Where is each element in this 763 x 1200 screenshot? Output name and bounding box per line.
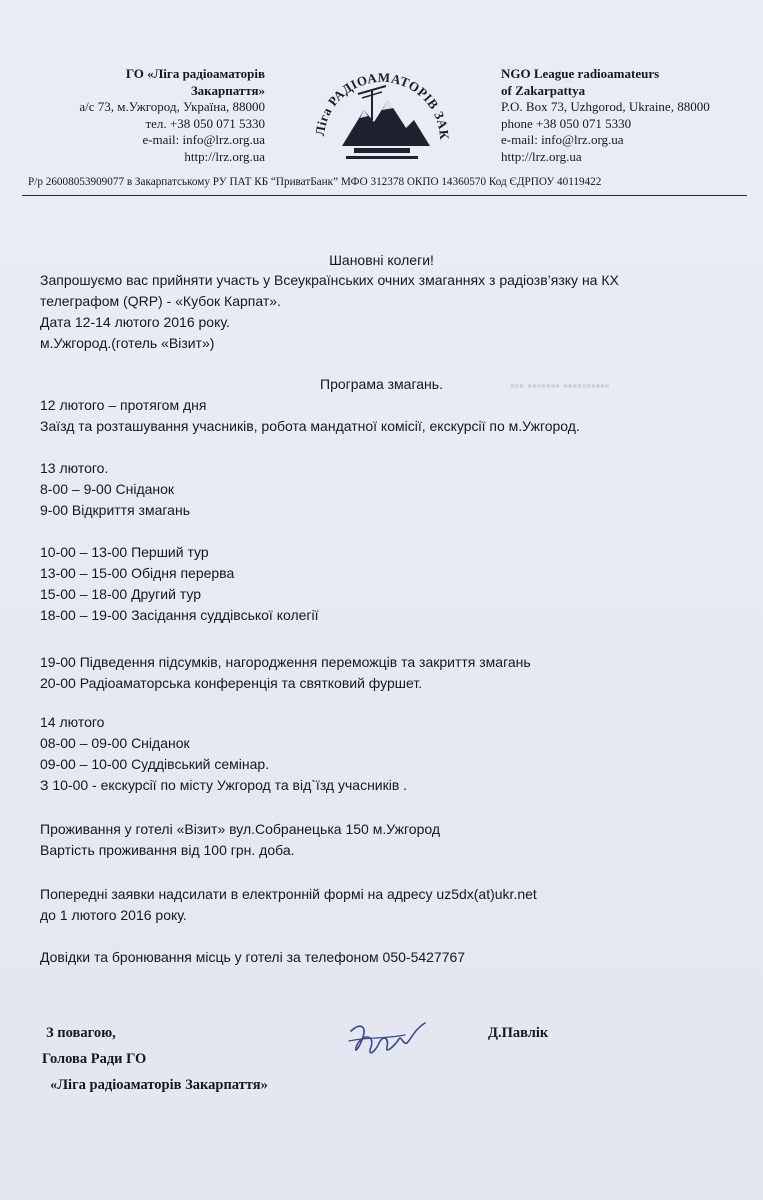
ghost-bleed: ▪▪▪ ▪▪▪▪▪▪▪ ▪▪▪▪▪▪▪▪▪▪ xyxy=(510,378,610,393)
accommodation-line-1: Проживання у готелі «Візит» вул.Собранецька 150 м.Ужгород xyxy=(40,821,441,837)
address-en: P.O. Box 73, Uzhgorod, Ukraine, 88000 xyxy=(501,99,710,114)
logo-arc-text: Ліга РАДІОАМАТОРІВ ЗАК xyxy=(312,69,453,141)
program-item: 13-00 – 15-00 Обідня перерва xyxy=(40,565,235,581)
email-en: e-mail: info@lrz.org.ua xyxy=(501,132,624,147)
phone-en: phone +38 050 071 5330 xyxy=(501,115,632,131)
program-item: 13 лютого. xyxy=(40,460,109,476)
closing-title: Голова Ради ГО xyxy=(42,1051,147,1067)
closing-org: «Ліга радіоаматорів Закарпаття» xyxy=(50,1077,268,1093)
header-right xyxy=(501,66,751,165)
closing-block xyxy=(42,1020,268,1098)
program-item: 12 лютого – протягом дня xyxy=(40,397,207,413)
greeting: Шановні колеги! xyxy=(329,252,434,268)
org-name-ua-line1: ГО «Ліга радіоаматорів xyxy=(125,66,265,81)
website-ua: http://lrz.org.ua xyxy=(184,148,265,164)
program-item: 19-00 Підведення підсумків, нагородження переможців та закриття змагань xyxy=(40,654,531,670)
applications-line-2: до 1 лютого 2016 року. xyxy=(40,907,187,923)
league-logo xyxy=(302,48,462,168)
signature-icon xyxy=(345,1015,435,1065)
booking-line: Довідки та бронювання місць у готелі за телефоном 050-5427767 xyxy=(40,949,466,965)
applications-line-1: Попередні заявки надсилати в електронній формі на адресу uz5dx(at)ukr.net xyxy=(40,886,537,902)
intro-line-2: телеграфом (QRP) - «Кубок Карпат». xyxy=(40,293,281,309)
accommodation-line-2: Вартість проживання від 100 грн. доба. xyxy=(40,842,295,858)
program-item: 14 лютого xyxy=(40,714,105,730)
website-en: http://lrz.org.ua xyxy=(501,148,582,164)
signatory-name: Д.Павлік xyxy=(488,1025,549,1041)
org-name-ua-line2: Закарпаття» xyxy=(190,82,265,98)
place-line: м.Ужгород.(готель «Візит») xyxy=(40,335,215,351)
program-item: 20-00 Радіоаматорська конференція та святковий фуршет. xyxy=(40,675,423,691)
program-title: Програма змагань. xyxy=(320,376,443,392)
intro-line-1: Запрошуємо вас прийняти участь у Всеукраїнських очних змаганнях з радіозв’язку на КХ xyxy=(40,272,619,288)
program-item: 8-00 – 9-00 Сніданок xyxy=(40,481,175,497)
program-item: 18-00 – 19-00 Засідання суддівської колегії xyxy=(40,607,319,623)
closing-regards: З повагою, xyxy=(46,1025,116,1041)
program-item: 08-00 – 09-00 Сніданок xyxy=(40,735,190,751)
phone-ua: тел. +38 050 071 5330 xyxy=(145,115,265,131)
org-name-en-line2: of Zakarpattya xyxy=(501,82,586,98)
address-ua: а/с 73, м.Ужгород, Україна, 88000 xyxy=(79,99,265,114)
program-item: 15-00 – 18-00 Другий тур xyxy=(40,586,202,602)
email-ua: e-mail: info@lrz.org.ua xyxy=(142,132,265,147)
date-line: Дата 12-14 лютого 2016 року. xyxy=(40,314,230,330)
handwritten-signature xyxy=(345,1015,435,1065)
header-left xyxy=(40,66,265,165)
program-item: Заїзд та розташування учасників, робота мандатної комісії, екскурсії по м.Ужгород. xyxy=(40,418,580,434)
header-divider xyxy=(22,195,747,196)
program-item: 9-00 Відкриття змагань xyxy=(40,502,190,518)
mountain-antenna-logo-icon xyxy=(302,48,462,168)
bank-details: Р/р 26008053909077 в Закарпатському РУ ПАТ КБ “ПриватБанк” МФО 312378 ОКПО 14360570 Код ЄДРПОУ 40119422 xyxy=(28,176,602,188)
org-name-en-line1: NGO League radioamateurs xyxy=(501,66,660,81)
program-item: 10-00 – 13-00 Перший тур xyxy=(40,544,209,560)
program-item: З 10-00 - екскурсії по місту Ужгород та від`їзд учасників . xyxy=(40,777,408,793)
program-item: 09-00 – 10-00 Суддівський семінар. xyxy=(40,756,270,772)
